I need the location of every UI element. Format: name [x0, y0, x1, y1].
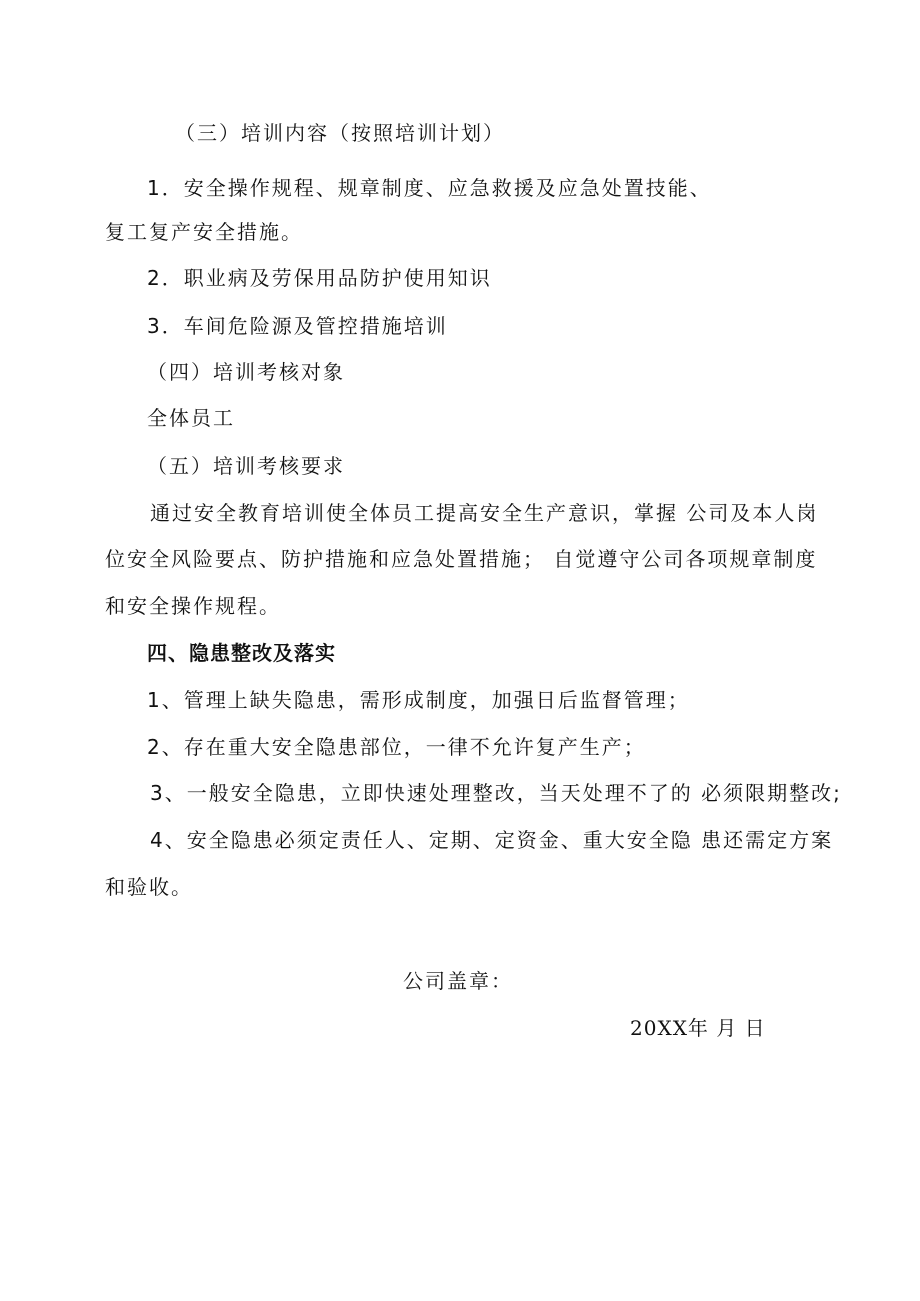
- content-item-1-line-1: 1．安全操作规程、规章制度、应急救援及应急处置技能、: [147, 176, 712, 200]
- requirement-line-2: 位安全风险要点、防护措施和应急处置措施； 自觉遵守公司各项规章制度: [105, 547, 818, 571]
- requirement-line-3: 和安全操作规程。: [105, 594, 281, 618]
- content-item-1-line-2: 复工复产安全措施。: [105, 220, 303, 244]
- company-seal-label: 公司盖章：: [403, 969, 513, 993]
- rectification-item-2: 2、存在重大安全隐患部位，一律不允许复产生产；: [147, 735, 646, 759]
- training-target-value: 全体员工: [147, 406, 235, 430]
- rectification-item-4-line-1: 4、安全隐患必须定责任人、定期、定资金、重大安全隐 患还需定方案: [150, 828, 834, 852]
- signature-date: 20XX年 月 日: [630, 1016, 766, 1040]
- training-target-heading: （四）培训考核对象: [147, 360, 345, 384]
- training-content-heading: （三）培训内容（按照培训计划）: [175, 121, 505, 145]
- rectification-item-4-line-2: 和验收。: [105, 875, 193, 899]
- rectification-heading: 四、隐患整改及落实: [147, 641, 336, 665]
- training-requirement-heading: （五）培训考核要求: [147, 454, 345, 478]
- content-item-2: 2．职业病及劳保用品防护使用知识: [147, 266, 492, 290]
- content-item-3: 3．车间危险源及管控措施培训: [147, 314, 448, 338]
- requirement-line-1: 通过安全教育培训使全体员工提高安全生产意识，掌握 公司及本人岗: [150, 501, 819, 525]
- rectification-item-1: 1、管理上缺失隐患，需形成制度，加强日后监督管理；: [147, 688, 690, 712]
- rectification-item-3: 3、一般安全隐患，立即快速处理整改，当天处理不了的 必须限期整改;: [150, 781, 842, 805]
